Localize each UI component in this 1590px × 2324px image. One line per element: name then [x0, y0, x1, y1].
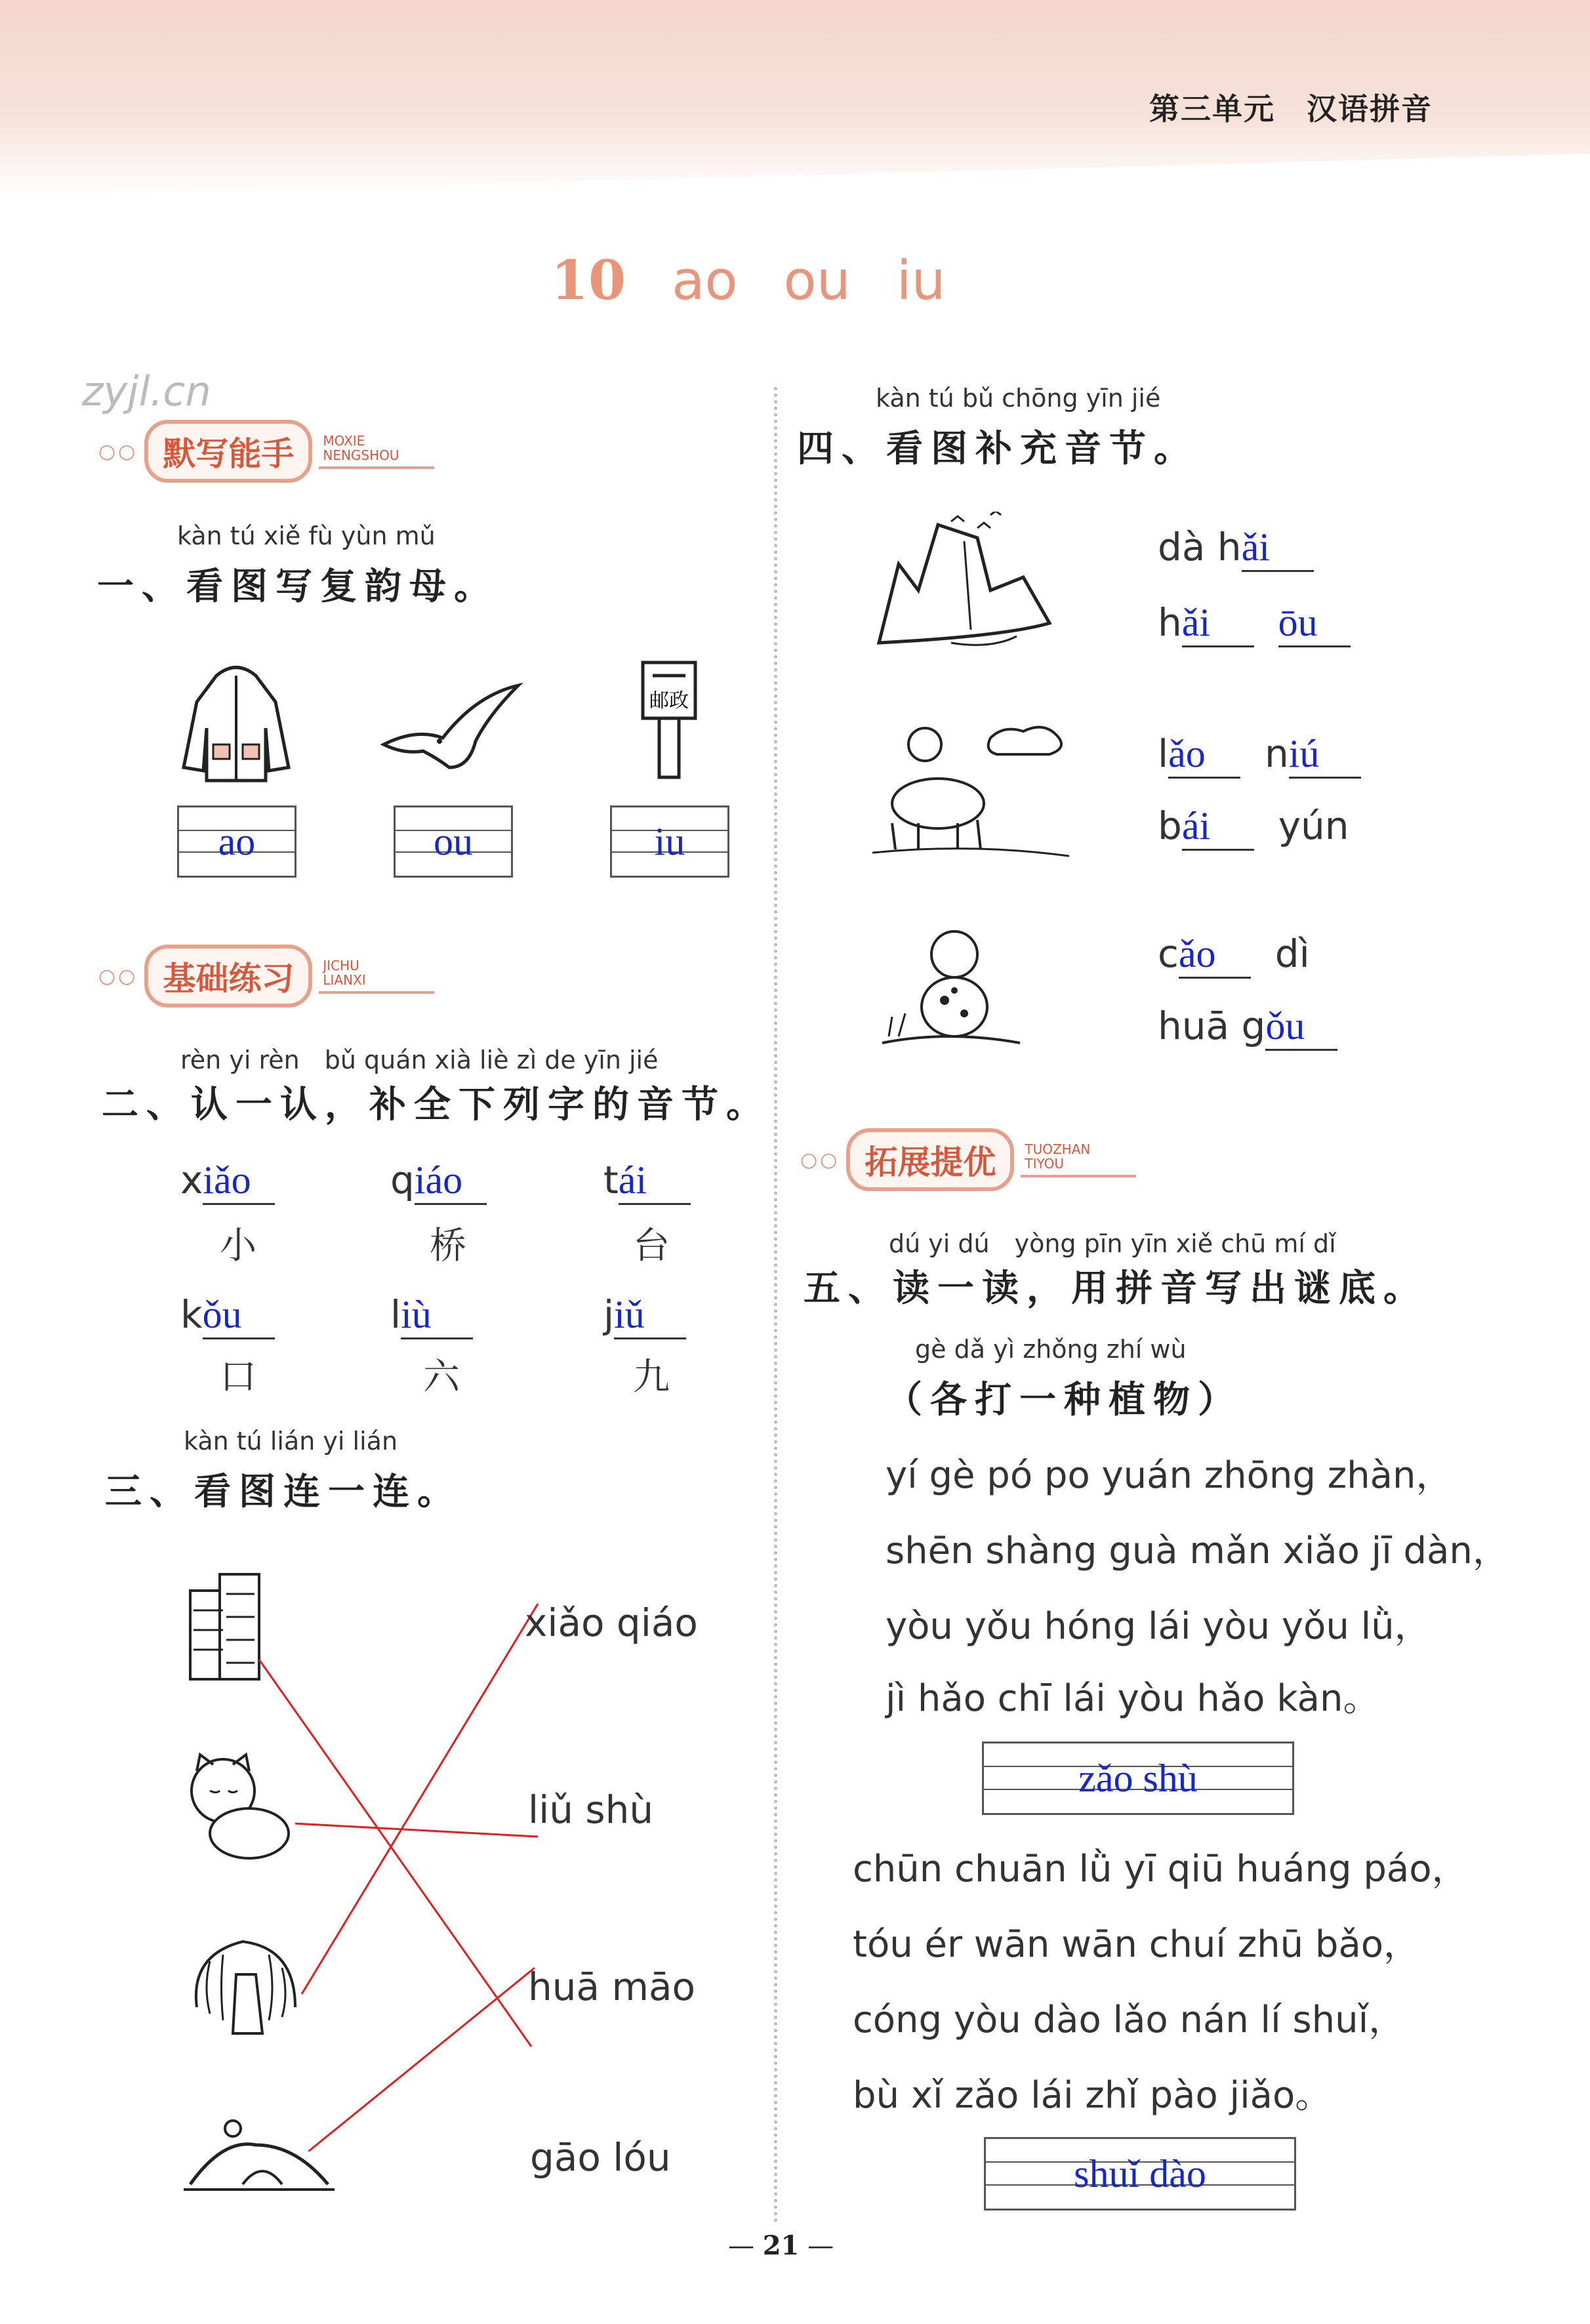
- section-badge-moxie: [98, 420, 434, 483]
- page-number: — 21 —: [728, 2230, 834, 2261]
- q2-item-qiao: qiáo: [390, 1158, 487, 1205]
- riddle2-line3: cóng yòu dào lǎo nán lí shuǐ，: [853, 1999, 1406, 2041]
- q4-row4: bái yún: [1158, 804, 1349, 851]
- column-divider: [774, 387, 777, 2224]
- dog-picture: [876, 925, 1027, 1050]
- q1-pinyin: kàn tú xiě fù yùn mǔ: [177, 521, 436, 550]
- q4-row3: lǎo niú: [1158, 731, 1361, 779]
- mailbox-picture: [630, 656, 708, 781]
- cowherd-picture: [872, 725, 1069, 863]
- riddle2-line2: tóu ér wān wān chuí zhū bǎo，: [853, 1923, 1421, 1966]
- riddle1-line4: jì hǎo chī lái yòu hǎo kàn。: [886, 1677, 1380, 1720]
- answer-box-1[interactable]: [177, 805, 296, 878]
- badge-subtitle: MOXIE NENGSHOU: [319, 434, 434, 469]
- badge-title: 拓展提优: [846, 1128, 1014, 1191]
- q1-title: 一、看图写复韵母。: [97, 565, 499, 608]
- q2-item-kou: kǒu: [180, 1292, 275, 1339]
- riddle1-answer-box[interactable]: [982, 1742, 1294, 1815]
- q3-title: 三、看图连一连。: [105, 1471, 462, 1513]
- match-word-gaolou[interactable]: gāo lóu: [530, 2135, 671, 2180]
- answer-box-2[interactable]: [394, 805, 513, 878]
- match-lines: [256, 1600, 544, 2151]
- hanzi-kou: 口: [220, 1356, 256, 1398]
- q2-title: 二、认一认，补全下列字的音节。: [102, 1084, 771, 1126]
- q4-row6: huā gǒu: [1158, 1004, 1337, 1051]
- riddle1-line3: yòu yǒu hóng lái yòu yǒu lǜ，: [886, 1605, 1431, 1648]
- riddle1-line1: yí gè pó po yuán zhōng zhàn，: [886, 1454, 1453, 1497]
- q4-pinyin: kàn tú bǔ chōng yīn jié: [876, 384, 1161, 413]
- section-badge-jichu: [98, 945, 434, 1008]
- riddle2-line4: bù xǐ zǎo lái zhǐ pào jiǎo。: [853, 2074, 1332, 2117]
- watermark: zyjl.cn: [82, 367, 211, 415]
- q5-pinyin: dú yi dú yòng pīn yīn xiě chū mí dǐ: [889, 1229, 1336, 1258]
- answer-box-3[interactable]: [610, 805, 729, 878]
- riddle2-answer: shuǐ dào: [1074, 2151, 1206, 2195]
- answer-ou: ou: [434, 819, 473, 863]
- coat-picture: [177, 656, 295, 787]
- hanzi-tai: 台: [633, 1225, 670, 1267]
- q5-hint: （各打一种植物）: [886, 1379, 1242, 1421]
- badge-dots-icon: ○○: [800, 1148, 840, 1172]
- answer-ao: ao: [218, 819, 256, 863]
- hanzi-qiao: 桥: [430, 1225, 466, 1267]
- badge-dots-icon: ○○: [98, 964, 138, 988]
- riddle1-answer: zǎo shù: [1078, 1756, 1198, 1800]
- island-picture: [872, 512, 1069, 656]
- title-final-ou: ou: [783, 250, 851, 312]
- q2-item-liu: liù: [390, 1292, 473, 1339]
- hanzi-liu: 六: [423, 1356, 460, 1398]
- hanzi-xiao: 小: [220, 1225, 256, 1267]
- q2-item-jiu: jiǔ: [603, 1292, 686, 1339]
- q4-row5: cǎo dì: [1158, 931, 1310, 979]
- riddle2-answer-box[interactable]: [984, 2137, 1296, 2211]
- q5-hint-pinyin: gè dǎ yì zhǒng zhí wù: [915, 1335, 1187, 1364]
- q3-pinyin: kàn tú lián yi lián: [184, 1427, 398, 1456]
- riddle1-line2: shēn shàng guà mǎn xiǎo jī dàn，: [886, 1530, 1509, 1572]
- q4-row1: dà hǎi: [1158, 525, 1314, 572]
- badge-subtitle: JICHU LIANXI: [319, 958, 434, 994]
- riddle2-line1: chūn chuān lǜ yī qiū huáng páo，: [853, 1848, 1469, 1890]
- badge-subtitle: TUOZHAN TIYOU: [1021, 1142, 1136, 1177]
- q5-title: 五、读一读，用拼音写出谜底。: [804, 1267, 1428, 1310]
- title-final-ao: ao: [672, 250, 738, 312]
- q4-title: 四、看图补充音节。: [797, 428, 1198, 470]
- q2-pinyin: rèn yi rèn bǔ quán xià liè zì de yīn jié: [180, 1046, 659, 1074]
- badge-dots-icon: ○○: [98, 439, 138, 463]
- q4-row2: hǎi ōu: [1158, 600, 1351, 647]
- mailbox-label: 邮政: [649, 689, 689, 712]
- section-badge-tuozhan: [800, 1128, 1136, 1191]
- badge-title: 默写能手: [144, 420, 312, 483]
- match-word-huamao[interactable]: huā māo: [528, 1965, 696, 2009]
- badge-title: 基础练习: [144, 945, 312, 1008]
- seagull-picture: [377, 682, 525, 781]
- lesson-title: [551, 249, 945, 312]
- hanzi-jiu: 九: [633, 1356, 670, 1398]
- q2-item-tai: tái: [603, 1158, 691, 1205]
- q2-item-xiao: xiǎo: [180, 1158, 275, 1205]
- title-final-iu: iu: [896, 250, 946, 312]
- unit-label: 第三单元 汉语拼音: [1149, 91, 1433, 127]
- lesson-number: 10: [551, 249, 626, 312]
- answer-iu: iu: [654, 819, 685, 863]
- match-word-liushu[interactable]: liǔ shù: [528, 1787, 654, 1832]
- match-word-xiaoqiao[interactable]: xiǎo qiáo: [525, 1600, 698, 1645]
